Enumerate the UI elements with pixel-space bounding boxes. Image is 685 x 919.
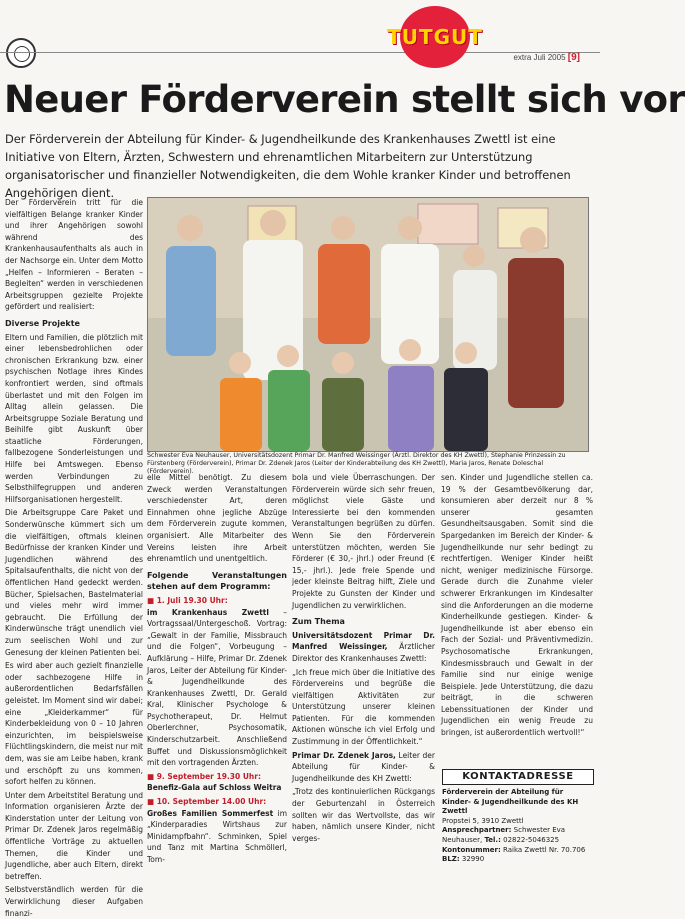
header-rule: [0, 52, 600, 53]
event-2-date: ■ 9. September 19.30 Uhr:: [147, 771, 261, 781]
col1-paragraph: Eltern und Familien, die plötzlich mit einer lebensbedrohlichen oder chronischen Erkrankung bzw. einer psychischen Notlage ihres Kindes konfrontiert werden, sind oftmals überlastet und mit den Folgen im Alltag allein gelassen. Die Arbeitsgruppe Soziale Beratung und Beihilfe gibt Auskunft über staatliche Förderungen, fallbezogene Sonderleistungen und Hilfe bei Amtswegen. Ebenso werden Verbindungen zu Selbsthilfegruppen und anderen Hilfsorganisationen hergestellt.: [5, 332, 143, 504]
col1-paragraph: Unter dem Arbeitstitel Beratung und Information organisieren Ärzte der Kinderstation unter der Leitung von Primar Dr. Zdenek Jaros regelmäßig öffentliche Vorträge zu aktuellen Themen, die Kinder und Jugendliche, aber auch Eltern, direkt betreffen.: [5, 790, 143, 881]
col1-paragraph: Die Arbeitsgruppe Care Paket und Sonderwünsche kümmert sich um die vielfältigen, oftmals kleinen Bedürfnisse der kranken Kinder und Jugendlichen während des Spitalsaufenthalts, die nicht von der öffentlichen Hand gedeckt werden. Bücher, Spielsachen, Bastelmaterial und vieles mehr wird immer gebraucht. Die Erfüllung der Kinderwünsche trägt unendlich viel zum seelischen Wohl und zur Genesung der kleinen Patienten bei.: [5, 508, 143, 657]
column-3: [292, 472, 435, 849]
events-heading: Folgende Veranstaltungen stehen auf dem Programm:: [147, 570, 287, 592]
contact-address: Propstei 5, 3910 Zwettl: [442, 816, 524, 825]
group-photo: [147, 197, 589, 452]
headline: Neuer Förderverein stellt sich vor: [4, 78, 685, 121]
page-number: 9: [571, 52, 577, 63]
col1-paragraph: Es wird aber auch gezielt finanzielle oder sachbezogene Hilfe in außerordentlichen Bedarfsfällen geleistet. Im Moment sind wir dabei; eine „Kleiderkammer“ für Kinderbekleidung von 0 – 10 Jahren einzurichten, im beispielsweise Flüchtlingskindern, die meist nur mit dem, was sie am Leibe haben, krank und erschöpft zu uns kommen, sofort helfen zu können.: [5, 661, 143, 787]
contact-person: Schwester Eva Neuhauser,: [442, 826, 566, 844]
contact-blz: 32990: [459, 855, 485, 864]
tutgut-logo: [387, 6, 483, 68]
lead-paragraph: Der Förderverein der Abteilung für Kinder- & Jugendheilkunde des Krankenhauses Zwettl ist eine Initiative von Eltern, Ärzten, Schwestern und ehrenamtlichen Mitarbeitern zur Unterstützung organisatorischer und finanzieller Notwendigkeiten, die dem Wohle kranker Kinder und betroffenen Angehörigen dient.: [5, 132, 571, 200]
col1-subheading: Diverse Projekte: [5, 318, 80, 328]
event-3-date: ■ 10. September 14.00 Uhr:: [147, 797, 267, 807]
contact-details: [442, 788, 594, 865]
photo-caption: Schwester Eva Neuhauser, Universitätsdozent Primar Dr. Manfred Weissinger (Ärztl. Direktor des KH Zwettl), Stephanie Prinzessin zu Fürstenberg (Förderverein), Primar Dr. Zdenek Jaros (Leiter der Kinderabteilung des KH Zwettl), Maria Jaros, Renate Doleschal (Förderverein).: [147, 452, 566, 475]
column-2: [147, 472, 287, 864]
col3-paragraph: bola und viele Überraschungen. Der Förderverein würde sich sehr freuen, möglichst viele Gäste und Interessierte bei den kommenden Veranstaltungen begrüßen zu dürfen. Wenn Sie den Förderverein unterstützen möchten, werden Sie Förderer (€ 30,- jhrl.) oder Freund (€ 15,- jhrl.). Jede freie Spende und jeder kleinste Beitrag hilft, Ziele und Projekte zu Gunsten der Kinder und Jugendlichen zu verwirklichen.: [292, 473, 435, 610]
quote-2-role: Leiter der Abteilung für Kinder- & Jugendheilkunde des KH Zwettl:: [292, 750, 435, 783]
contact-box-title: KONTAKTADRESSE: [442, 769, 594, 785]
zum-thema-heading: Zum Thema: [292, 617, 345, 627]
column-4: [441, 472, 593, 764]
contact-tel: 02822-5046325: [500, 835, 560, 844]
group-photo-illustration: [148, 198, 588, 451]
event-2-text: Benefiz-Gala auf Schloss Weitra: [147, 783, 282, 793]
logo-text: TUTGUT: [387, 25, 483, 49]
event-1-place: im Krankenhaus Zwettl: [147, 607, 269, 617]
contact-tel-label: Tel.:: [484, 835, 501, 844]
quote-1-name: Universitätsdozent Primar Dr. Manfred Weissinger,: [292, 630, 435, 652]
issue-label: extra Juli 2005: [513, 53, 566, 62]
event-1-text: – Vortragssaal/Untergeschoß. Vortrag: „Gewalt in der Familie, Missbrauch und die Folgen“, Vorbeugung – Aufklärung – Hilfe, Primar Dr. Zdenek Jaros, Leiter der Abteilung für Kinder- & Jugendheilkunde des Krankenhauses Zwettl, Dr. Gerald Kral, Klinischer Psychologe & Psychotherapeut, Dr. Helmut Oberlerchner, Psychosomatik, Kinderschutzarbeit. Anschließend Buffet und Diskussionsmöglichkeit mit den vortragenden Ärzten.: [147, 607, 287, 768]
quote-2-name: Primar Dr. Zdenek Jaros,: [292, 750, 396, 760]
contact-org: Förderverein der Abteilung für Kinder- & Jugendheilkunde des KH Zwettl: [442, 788, 579, 816]
event-1-date: ■ 1. Juli 19.30 Uhr:: [147, 595, 228, 605]
contact-person-label: Ansprechpartner:: [442, 826, 512, 835]
event-3-title: Großes Familien Sommerfest: [147, 808, 274, 818]
col1-paragraph: Selbstverständlich werden für die Verwirklichung dieser Aufgaben finanzi-: [5, 885, 143, 918]
issue-info: extra Juli 2005 [9]: [513, 52, 580, 63]
column-1: [5, 197, 143, 918]
col4-paragraph: sen. Kinder und Jugendliche stellen ca. 19 % der Gesamtbevölkerung dar, konsumieren aber derzeit nur 8 % unserer gesamten Gesundheitsausgaben. Somit sind die Spargedanken im Bereich der Kinder- & Jugendheilkunde nur sehr bedingt zu rechtfertigen. Weniger Kinder heißt nicht, weniger medizinische Fürsorge. Gerade durch die Zunahme vieler schwerer Erkrankungen im Kindesalter sind die Anforderungen an die moderne Kinderheilkunde gestiegen. Kinder- & Jugendheilkunde ist aber ebenso ein Fach der Sozial- und Präventivmedizin. Psychosomatische Erkrankungen, Kindesmissbrauch und Gewalt in der Familie sind nur einige wenige Beispiele. Jede Unterstützung, die dazu beiträgt, in die schweren Lebenssituationen der Kinder und Jugendlichen ein wenig Freude zu bringen, ist außerordentlich wertvoll!“: [441, 473, 593, 738]
quote-1-text: „Ich freue mich über die Initiative des Fördervereins und begrüße die vielfältigen Aktivitäten zur Unterstützung unserer kleinen Patienten. Für die kommenden Aktionen wünsche ich viel Erfolg und Zustimmung in der Öffentlichkeit.“: [292, 667, 435, 747]
col1-intro: Der Förderverein tritt für die vielfältigen Belange kranker Kinder und ihrer Angehörigen sowohl während des Krankenhausaufenthalts als auch in der Nachsorge ein. Unter dem Motto „Helfen – Informieren – Beraten – Begleiten“ werden in verschiedenen Arbeitsgruppen gezielte Projekte gefördert und realisiert:: [5, 198, 143, 312]
contact-blz-label: BLZ:: [442, 855, 460, 864]
contact-account: Raika Zwettl Nr. 70.706: [500, 845, 586, 854]
col2-paragraph: elle Mittel benötigt. Zu diesem Zweck werden Veranstaltungen verschiedenster Art, deren Einnahmen ohne jegliche Abzüge dem Förderverein zugute kommen, organisiert. Alle Mitarbeiter des Vereins leisten ihre Arbeit ehrenamtlich und unentgeltlich.: [147, 473, 287, 564]
quote-2-text: „Trotz des kontinuierlichen Rückgangs der Geburtenzahl in Österreich sollten wir das Wertvollste, das wir haben, nämlich unsere Kinder, nicht verges-: [292, 787, 435, 843]
publisher-seal-icon: [6, 38, 36, 68]
quote-1-role: Ärztlicher Direktor des Krankenhauses Zwettl:: [292, 642, 436, 663]
event-3-text: im „Kinderparadies Wirtshaus zur Minidampfbahn“. Schminken, Spiel und Tanz mit Martina Schmöllerl, Tom-: [147, 808, 287, 864]
contact-account-label: Kontonummer:: [442, 845, 501, 854]
